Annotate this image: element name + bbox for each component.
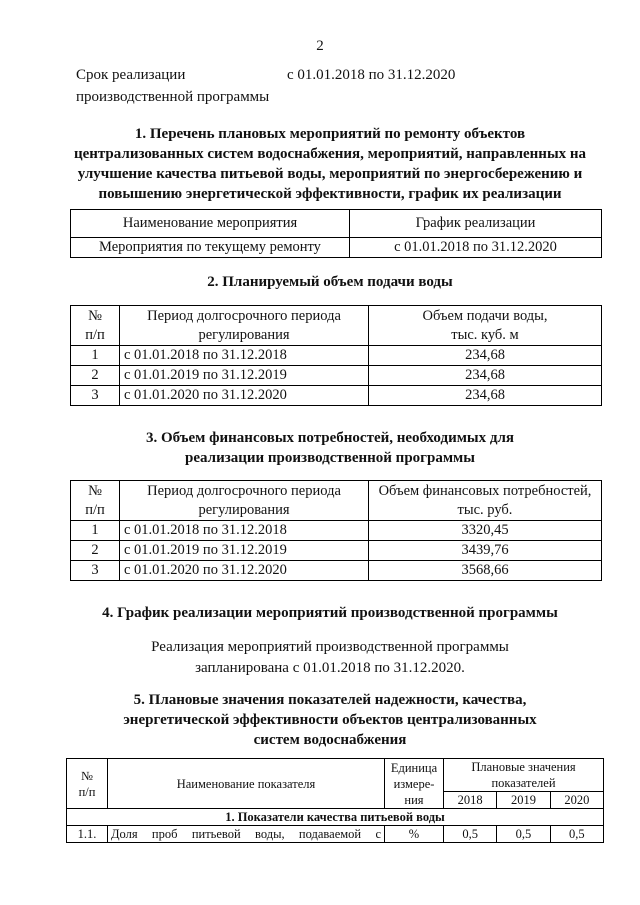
event-name: Мероприятия по текущему ремонту	[71, 238, 350, 258]
events-table	[70, 209, 602, 258]
row-value-2020: 0,5	[550, 826, 603, 843]
col-period: Период долгосрочного периода регулирования	[120, 481, 369, 521]
col-year-2019: 2019	[497, 792, 550, 809]
table-header-row	[71, 306, 602, 346]
table-row	[71, 238, 602, 258]
col-num: № п/п	[71, 481, 120, 521]
col-year-2018: 2018	[444, 792, 497, 809]
col-num: № п/п	[71, 306, 120, 346]
group-quality: 1. Показатели качества питьевой воды	[67, 809, 604, 826]
col-unit: Единица измере- ния	[385, 759, 444, 809]
col-event-name: Наименование мероприятия	[71, 210, 350, 238]
indicators-table	[66, 758, 604, 843]
table-row: 2 с 01.01.2019 по 31.12.2019 234,68	[71, 366, 602, 386]
table-group-row	[67, 809, 604, 826]
table-row: 2 с 01.01.2019 по 31.12.2019 3439,76	[71, 541, 602, 561]
financial-needs-table	[70, 480, 602, 581]
col-financial: Объем финансовых потребностей, тыс. руб.	[369, 481, 602, 521]
term-label: Срок реализации производственной программы	[76, 67, 270, 105]
table-header-row	[71, 210, 602, 238]
section4-heading: 4. График реализации мероприятий производственной программы	[102, 605, 558, 621]
row-indicator-name: Доля проб питьевой воды, подаваемой с	[108, 826, 385, 843]
col-indicator-name: Наименование показателя	[108, 759, 385, 809]
section1-heading: 1. Перечень плановых мероприятий по ремонту объектов централизованных систем водоснабжения, мероприятий, направленных на улучшение качества питьевой воды, мероприятий по энергосбережению и повышению энергетической эффективности, график их реализации	[73, 126, 587, 202]
col-period: Период долгосрочного периода регулирования	[120, 306, 369, 346]
term-value: с 01.01.2018 по 31.12.2020	[287, 67, 456, 83]
row-num: 1.1.	[67, 826, 108, 843]
table-row: 3 с 01.01.2020 по 31.12.2020 234,68	[71, 386, 602, 406]
table-row: 1 с 01.01.2018 по 31.12.2018 234,68	[71, 346, 602, 366]
row-value-2018: 0,5	[444, 826, 497, 843]
table-row	[67, 826, 604, 843]
water-supply-table	[70, 305, 602, 406]
row-unit: %	[385, 826, 444, 843]
col-schedule: График реализации	[350, 210, 602, 238]
col-year-2020: 2020	[550, 792, 603, 809]
section4-text: Реализация мероприятий производственной программы запланирована с 01.01.2018 по 31.12.2020.	[151, 639, 509, 676]
col-planned-values: Плановые значения показателей	[444, 759, 604, 792]
table-header-row	[67, 759, 604, 792]
col-volume: Объем подачи воды, тыс. куб. м	[369, 306, 602, 346]
table-row: 3 с 01.01.2020 по 31.12.2020 3568,66	[71, 561, 602, 581]
event-schedule: с 01.01.2018 по 31.12.2020	[350, 238, 602, 258]
section3-heading: 3. Объем финансовых потребностей, необходимых для реализации производственной программы	[145, 430, 515, 466]
table-header-row	[71, 481, 602, 521]
section5-heading: 5. Плановые значения показателей надежности, качества, энергетической эффективности объектов централизованных систем водоснабжения	[123, 692, 537, 748]
page-number: 2	[316, 38, 324, 54]
section2-heading: 2. Планируемый объем подачи воды	[207, 274, 453, 290]
table-row: 1 с 01.01.2018 по 31.12.2018 3320,45	[71, 521, 602, 541]
col-num: № п/п	[67, 759, 108, 809]
row-value-2019: 0,5	[497, 826, 550, 843]
